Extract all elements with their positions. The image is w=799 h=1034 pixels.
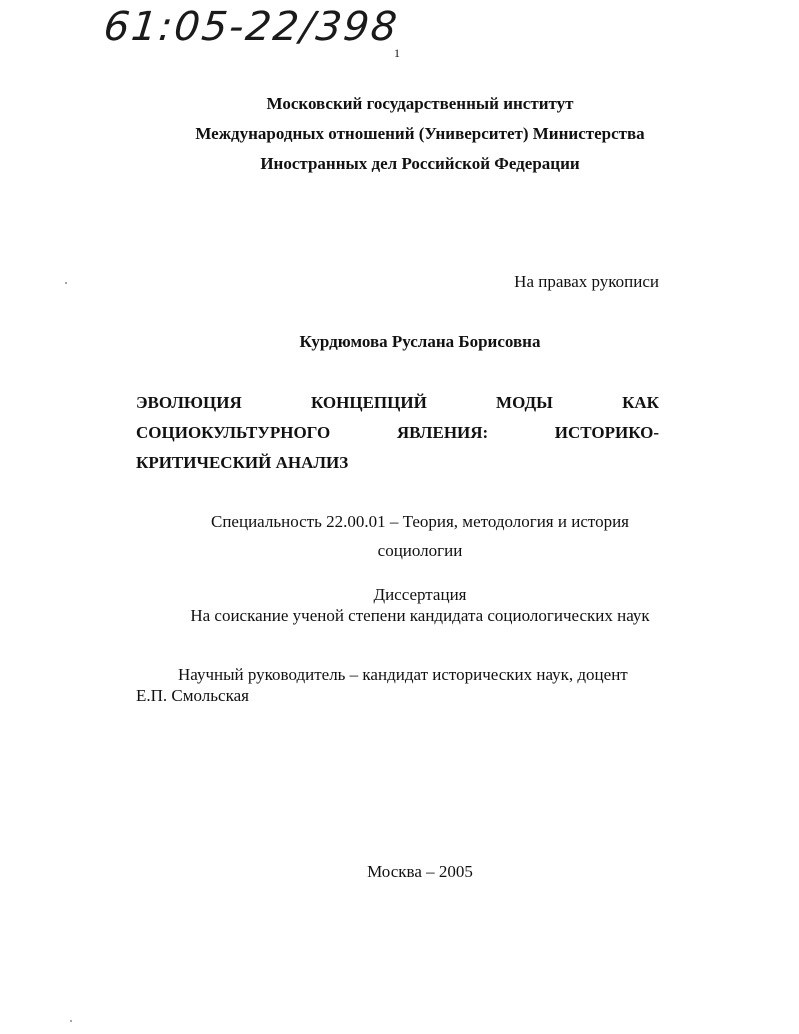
archive-code-handwritten: 61:05-22/398 — [101, 4, 401, 50]
thesis-title-line-2 — [136, 423, 659, 443]
title-word: ЭВОЛЮЦИЯ — [136, 393, 242, 412]
title-word: КОНЦЕПЦИЙ — [311, 393, 427, 412]
page-number: 1 — [394, 46, 400, 60]
supervisor-line-1: Научный руководитель – кандидат исторических наук, доцент — [178, 665, 628, 684]
institution-line-2: Международных отношений (Университет) Министерства — [195, 124, 645, 143]
title-word: ИСТОРИКО- — [554, 423, 659, 442]
author-name: Курдюмова Руслана Борисовна — [299, 332, 541, 351]
specialty-line-2: социологии — [377, 541, 463, 560]
city-year: Москва – 2005 — [367, 862, 473, 881]
title-word: МОДЫ — [496, 393, 553, 412]
dissertation-type: Диссертация — [373, 585, 467, 604]
title-word: КРИТИЧЕСКИЙ АНАЛИЗ — [136, 453, 349, 472]
specialty-line-1: Специальность 22.00.01 – Теория, методология и история — [211, 512, 629, 531]
manuscript-rights-note: На правах рукописи — [514, 272, 659, 291]
scan-speck — [65, 282, 67, 284]
title-word: СОЦИОКУЛЬТУРНОГО — [136, 423, 331, 442]
thesis-title-line-3 — [136, 453, 659, 473]
title-word: КАК — [622, 393, 659, 412]
institution-line-1: Московский государственный институт — [266, 94, 574, 113]
institution-line-3: Иностранных дел Российской Федерации — [260, 154, 580, 173]
scan-speck — [70, 1020, 72, 1022]
title-word: ЯВЛЕНИЯ: — [396, 423, 489, 442]
thesis-title-line-1 — [136, 393, 659, 413]
supervisor-name: Е.П. Смольская — [136, 686, 249, 705]
dissertation-purpose: На соискание ученой степени кандидата социологических наук — [190, 606, 650, 625]
